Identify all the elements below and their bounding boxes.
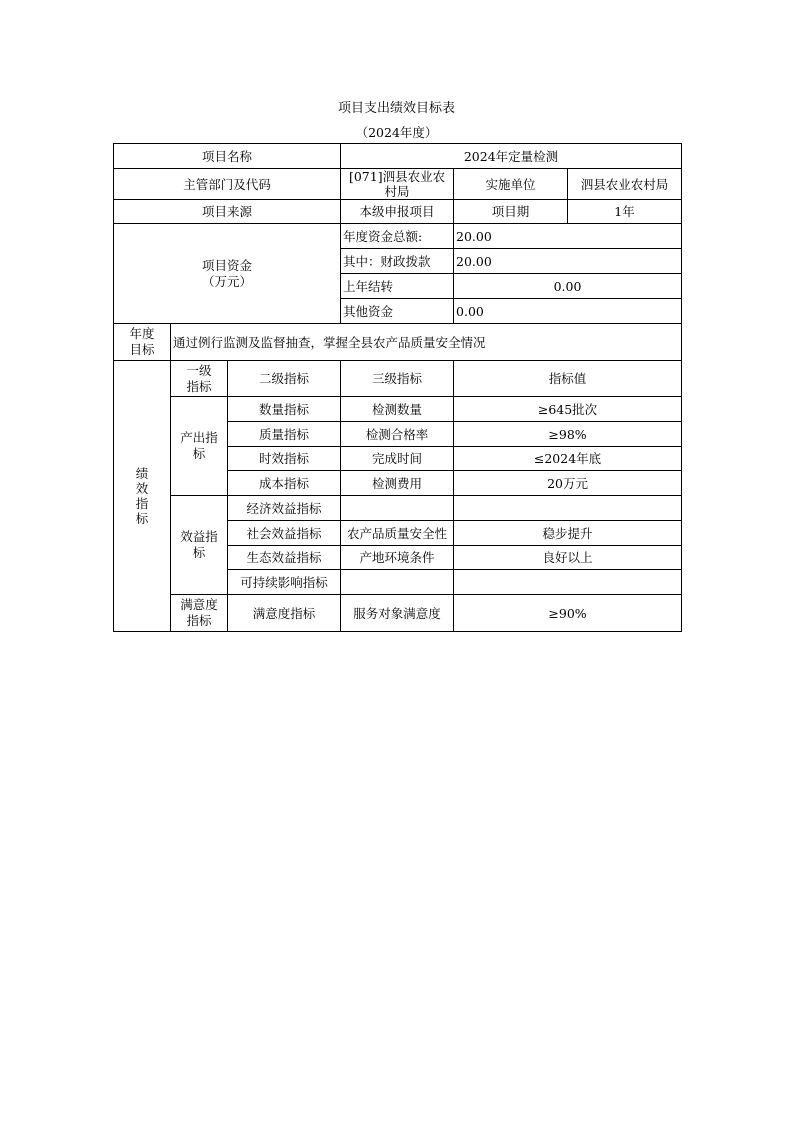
implementing-unit-value: 泗县农业农村局	[568, 169, 682, 200]
level2-cell: 成本指标	[228, 471, 341, 496]
project-source-value: 本级申报项目	[341, 200, 454, 224]
page-subtitle: （2024年度）	[355, 125, 438, 140]
level1-header	[171, 361, 228, 397]
satisfaction-indicator-label-line2: 指标	[186, 613, 212, 628]
level3-header: 三级指标	[341, 361, 454, 397]
funds-label-line1: 项目资金	[202, 257, 253, 273]
indicator-row	[114, 496, 682, 521]
indicator-value-cell: 稳步提升	[454, 521, 682, 546]
funds-fiscal-label: 其中：财政拨款	[341, 249, 454, 274]
indicator-value-cell: ≥98%	[454, 422, 682, 447]
indicator-value-cell	[454, 570, 682, 595]
indicator-row	[114, 397, 682, 422]
satisfaction-indicator-label	[171, 595, 228, 632]
level2-cell: 时效指标	[228, 447, 341, 471]
funds-label-line2: （万元）	[202, 273, 253, 289]
output-indicator-label-line2: 标	[192, 446, 206, 461]
level3-cell: 服务对象满意度	[341, 595, 454, 632]
level3-cell: 检测费用	[341, 471, 454, 496]
level3-cell	[341, 496, 454, 521]
satisfaction-indicator-label-line1: 满意度	[180, 597, 218, 613]
benefit-indicator-label	[171, 496, 228, 595]
output-indicator-label-line1: 产出指	[180, 430, 218, 446]
indicator-value-cell: ≥645批次	[454, 397, 682, 422]
level1-header-line2: 指标	[186, 378, 212, 394]
level3-cell: 检测数量	[341, 397, 454, 422]
project-name-label: 项目名称	[114, 144, 341, 169]
department-label: 主管部门及代码	[114, 169, 341, 200]
indicator-value-cell	[454, 496, 682, 521]
benefit-indicator-label-line2: 标	[192, 545, 206, 560]
level2-cell: 生态效益指标	[228, 546, 341, 570]
annual-goal-label-line1: 年度	[129, 326, 155, 342]
level1-header-line1: 一级	[186, 362, 212, 378]
level2-cell: 社会效益指标	[228, 521, 341, 546]
performance-target-table	[113, 143, 682, 632]
funds-total-label: 年度资金总额:	[341, 224, 454, 249]
level2-header: 二级指标	[228, 361, 341, 397]
indicator-row	[114, 595, 682, 632]
level3-cell: 检测合格率	[341, 422, 454, 447]
project-name-value: 2024年定量检测	[341, 144, 682, 169]
indicator-value-cell: ≥90%	[454, 595, 682, 632]
project-name-row	[114, 144, 682, 169]
funds-label	[114, 224, 341, 324]
funds-fiscal-value: 20.00	[454, 249, 682, 274]
level2-cell: 质量指标	[228, 422, 341, 447]
funds-carryover-value: 0.00	[454, 274, 682, 299]
level2-cell: 数量指标	[228, 397, 341, 422]
annual-goal-text: 通过例行监测及监督抽查，掌握全县农产品质量安全情况	[171, 324, 682, 361]
level3-cell: 产地环境条件	[341, 546, 454, 570]
funds-total-value: 20.00	[454, 224, 682, 249]
performance-indicator-char: 绩	[135, 466, 149, 481]
department-row	[114, 169, 682, 200]
department-value: [071]泗县农业农村局	[341, 169, 454, 200]
level3-cell: 完成时间	[341, 447, 454, 471]
annual-goal-label	[114, 324, 171, 361]
level2-cell: 满意度指标	[228, 595, 341, 632]
source-row	[114, 200, 682, 224]
implementing-unit-label: 实施单位	[454, 169, 568, 200]
value-header: 指标值	[454, 361, 682, 397]
performance-indicator-char: 标	[135, 511, 149, 526]
indicator-header-row	[114, 361, 682, 397]
performance-indicator-char: 效	[135, 481, 149, 496]
level3-cell	[341, 570, 454, 595]
indicator-value-cell: 20万元	[454, 471, 682, 496]
performance-indicator-char: 指	[135, 496, 149, 511]
funds-other-label: 其他资金	[341, 299, 454, 324]
performance-indicator-label	[114, 361, 171, 632]
project-period-label: 项目期	[454, 200, 568, 224]
annual-goal-row	[114, 324, 682, 361]
project-source-label: 项目来源	[114, 200, 341, 224]
project-period-value: 1年	[568, 200, 682, 224]
indicator-value-cell: ≤2024年底	[454, 447, 682, 471]
annual-goal-label-line2: 目标	[129, 342, 155, 357]
level3-cell: 农产品质量安全性	[341, 521, 454, 546]
indicator-value-cell: 良好以上	[454, 546, 682, 570]
level2-cell: 经济效益指标	[228, 496, 341, 521]
funds-total-row	[114, 224, 682, 249]
benefit-indicator-label-line1: 效益指	[180, 529, 218, 545]
funds-other-value: 0.00	[454, 299, 682, 324]
page-title: 项目支出绩效目标表	[337, 101, 455, 116]
output-indicator-label	[171, 397, 228, 496]
level2-cell: 可持续影响指标	[228, 570, 341, 595]
funds-carryover-label: 上年结转	[341, 274, 454, 299]
